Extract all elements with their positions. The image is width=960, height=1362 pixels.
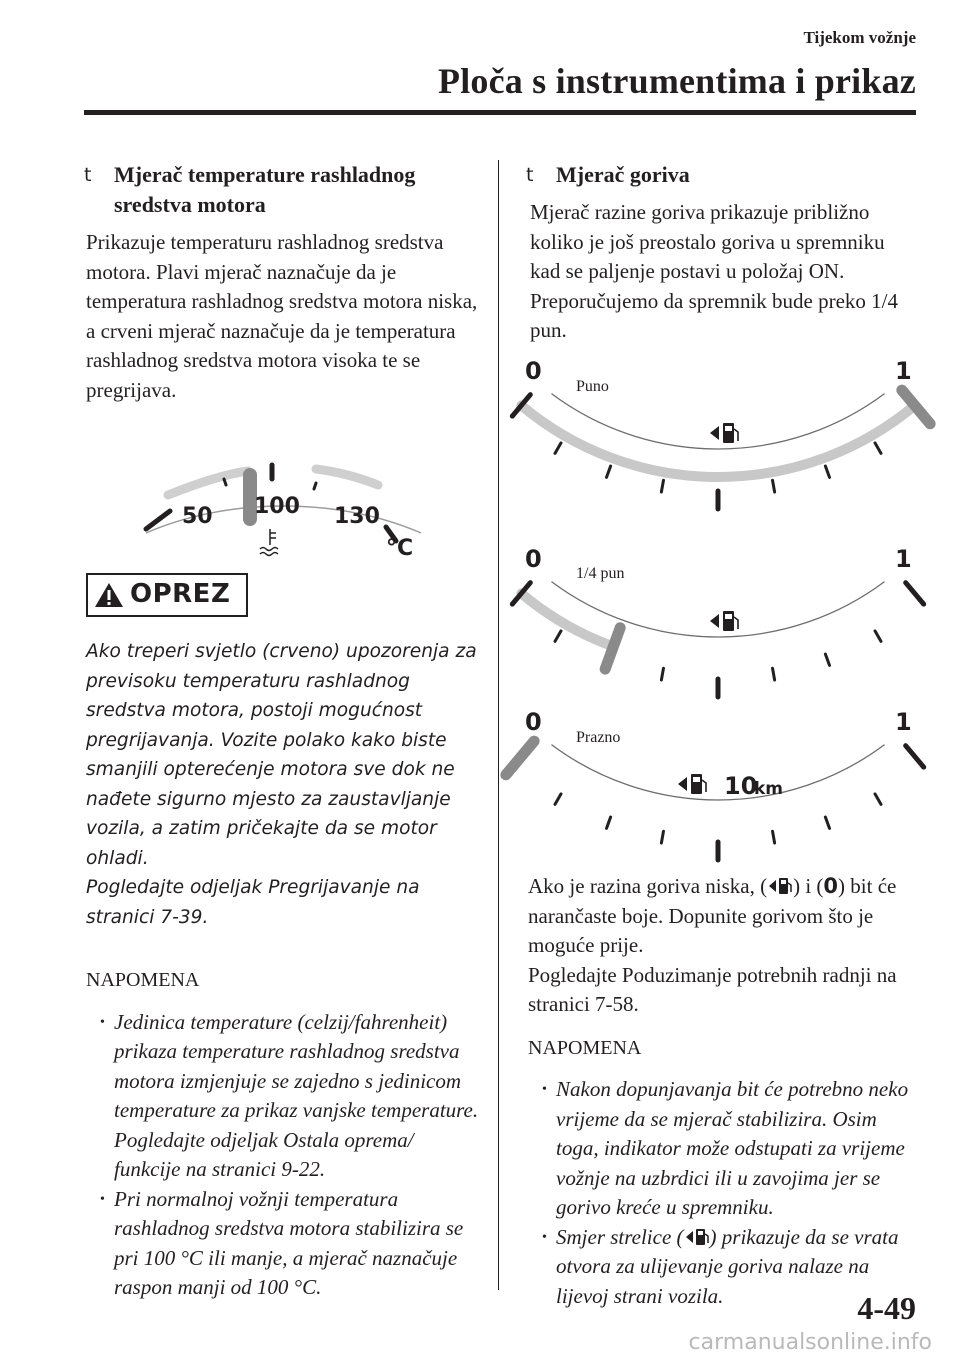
list-item: • Pri normalnoj vožnji temperatura rashladnog sredstva motora stabilizira se pri 100 °C ili manje, a mjerač naznačuje raspon manji od 100 °C. xyxy=(100,1185,482,1303)
page-number: 4-49 xyxy=(857,1290,916,1326)
gauge-tick xyxy=(555,443,561,453)
left-column xyxy=(86,160,482,1303)
gauge-label-50: 50 xyxy=(182,504,213,529)
gauge-label-100: 100 xyxy=(254,494,300,519)
page-title: Ploča s instrumentima i prikaz xyxy=(438,61,916,101)
note-heading-right: NAPOMENA xyxy=(528,1036,642,1059)
gauge-needle xyxy=(506,741,534,775)
running-header-section: Tijekom vožnje xyxy=(803,28,916,47)
gauge-label-zero: 0 xyxy=(525,544,542,573)
gauge-unit: °C xyxy=(386,536,414,561)
fuel-low-reference: Pogledajte Poduzimanje potrebnih radnji na stranici 7-58. xyxy=(528,962,897,1016)
gauge-caption-full: Puno xyxy=(576,377,609,395)
zero-symbol: 0 xyxy=(823,874,839,898)
gauge-tick xyxy=(661,480,663,492)
gauge-tick xyxy=(555,630,561,640)
gauge-tick xyxy=(875,794,881,804)
gauge-tick xyxy=(825,817,829,828)
coolant-temperature-icon xyxy=(260,529,278,556)
section-marker-icon: t xyxy=(84,164,92,186)
note-list-right xyxy=(528,1075,920,1311)
gauge-label-zero: 0 xyxy=(525,356,542,385)
gauge-needle xyxy=(605,627,620,668)
fuel-low-text: Ako je razina goriva niska, ( ) i (0) bit će narančaste boje. Dopunite gorivom što je moguće prije. xyxy=(528,874,897,957)
gauge-tick xyxy=(555,794,561,804)
gauge-label-one: 1 xyxy=(894,707,912,736)
gauge-tick xyxy=(875,630,881,640)
range-unit: km xyxy=(754,779,784,799)
watermark: carmanualsonline.info xyxy=(688,1330,932,1355)
caution-label: OPREZ xyxy=(130,579,231,610)
range-value: 10 xyxy=(724,772,758,800)
header-rule xyxy=(84,110,916,115)
gauge-tick xyxy=(773,668,775,680)
gauge-tick xyxy=(607,466,611,477)
gauge-tick xyxy=(825,654,829,665)
warning-triangle-icon xyxy=(94,582,124,608)
list-item: • Nakon dopunjavanja bit će potrebno neko vrijeme da se mjerač stabilizira. Osim toga, indikator može odstupati za vrijeme vožnje na uzbrdici ili u zavojima jer se gorivo kreće u spremniku. xyxy=(542,1075,920,1223)
column-divider xyxy=(498,160,499,1290)
caution-reference: Pogledajte odjeljak Pregrijavanje na stranici 7-39. xyxy=(86,877,420,928)
fuel-arrow-pump-icon xyxy=(684,1227,710,1247)
gauge-tick xyxy=(773,831,775,843)
fuel-pump-icon xyxy=(710,423,738,443)
fuel-arrow-pump-icon xyxy=(767,876,793,896)
gauge-caption-empty: Prazno xyxy=(576,728,621,746)
note-heading-left: NAPOMENA xyxy=(86,969,200,991)
fuel-pump-icon xyxy=(710,611,738,631)
fuel-heading: t Mjerač goriva xyxy=(528,160,920,190)
gauge-label-zero: 0 xyxy=(525,707,542,736)
gauge-tick xyxy=(661,831,663,843)
coolant-temperature-gauge xyxy=(86,415,482,561)
coolant-heading: t Mjerač temperature rashladnog sredstva motora xyxy=(84,162,416,217)
caution-box xyxy=(86,573,248,617)
section-marker-icon: t xyxy=(526,164,534,186)
fuel-body: Mjerač razine goriva prikazuje približno koliko je još preostalo goriva u spremniku kad se paljenje postavi u položaj ON. Preporučujemo da spremnik bude preko 1/4 pun. xyxy=(530,200,898,342)
list-item: • Jedinica temperature (celzij/fahrenheit) prikaza temperature rashladnog sredstva motora izmjenjuje se zajedno s jedinicom temperature za prikaz vanjske temperature. Pogledajte odjeljak Ostala oprema/ funkcije na stranici 9-22. xyxy=(100,1008,482,1185)
gauge-label-one: 1 xyxy=(894,356,912,385)
note-list-left xyxy=(86,1008,482,1303)
gauge-label-130: 130 xyxy=(334,504,380,529)
coolant-body: Prikazuje temperaturu rashladnog sredstva motora. Plavi mjerač naznačuje da je temperatura rashladnog sredstva motora niska, a crveni mjerač naznačuje da je temperatura rashladnog sredstva motora visoka te se pregrijava. xyxy=(86,230,478,402)
right-column xyxy=(525,160,920,1311)
fuel-pump-icon xyxy=(678,774,706,794)
caution-text: Ako treperi svjetlo (crveno) upozorenja za previsoku temperaturu rashladnog sredstva motora, postoji mogućnost pregrijavanja. Vozite polako kako biste smanjili opterećenje motora sve dok ne nađete sigurno mjesto za zaustavljanje vozila, a zatim pričekajte da se motor ohladi. Pogledajte odjeljak Pregrijavanje na stranici 7-39. xyxy=(86,637,482,932)
gauge-tick xyxy=(607,817,611,828)
gauge-tick xyxy=(661,668,663,680)
gauge-tick xyxy=(875,443,881,453)
gauge-tick xyxy=(825,466,829,477)
gauge-tick xyxy=(773,480,775,492)
gauge-label-one: 1 xyxy=(894,544,912,573)
gauge-caption-quarter: 1/4 pun xyxy=(576,565,625,582)
list-item: • Smjer strelice ( ) prikazuje da se vrata otvora za ulijevanje goriva nalaze na lijevoj strani vozila. xyxy=(542,1223,920,1312)
